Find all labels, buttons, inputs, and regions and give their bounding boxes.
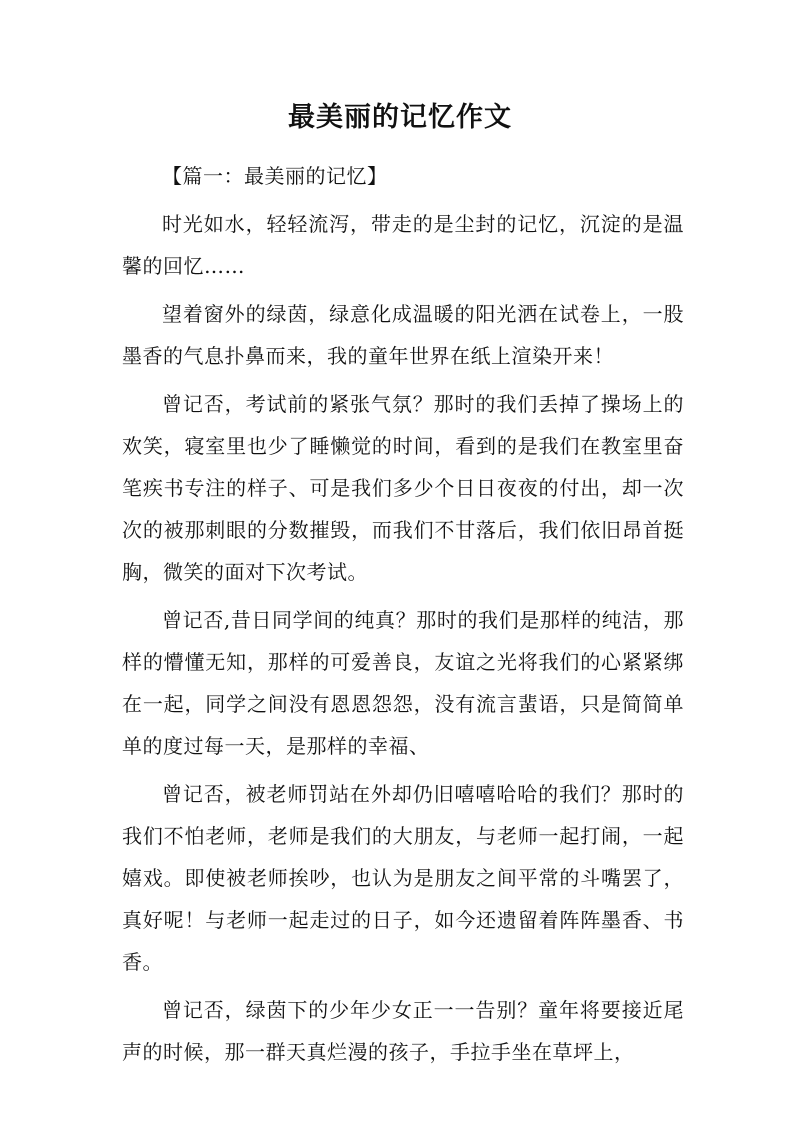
document-body [122,155,684,1079]
document-title: 最美丽的记忆作文 [288,102,512,133]
paragraph-4: 曾记否,昔日同学间的纯真？那时的我们是那样的纯洁，那样的懵懂无知，那样的可爱善良，友谊之光将我们的心紧紧绑在一起，同学之间没有恩恩怨怨，没有流言蜚语，只是简简单单的度过每一天，是那样的幸福、 [122,608,684,758]
paragraph-1: 时光如水，轻轻流泻，带走的是尘封的记忆，沉淀的是温馨的回忆…… [122,212,684,278]
paragraph-5: 曾记否，被老师罚站在外却仍旧嘻嘻哈哈的我们？那时的我们不怕老师，老师是我们的大朋友，与老师一起打闹，一起嬉戏。即使被老师挨吵，也认为是朋友之间平常的斗嘴罢了，真好呢！与老师一起走过的日子，如今还遗留着阵阵墨香、书香。 [122,782,684,974]
paragraph-2: 望着窗外的绿茵，绿意化成温暖的阳光洒在试卷上，一股墨香的气息扑鼻而来，我的童年世界在纸上渲染开来！ [122,302,684,368]
paragraph-3: 曾记否，考试前的紧张气氛？那时的我们丢掉了操场上的欢笑，寝室里也少了睡懒觉的时间，看到的是我们在教室里奋笔疾书专注的样子、可是我们多少个日日夜夜的付出，却一次次的被那刺眼的分数摧毁，而我们不甘落后，我们依旧昂首挺胸，微笑的面对下次考试。 [122,392,684,584]
section-heading: 【篇一：最美丽的记忆】 [162,164,388,188]
paragraph-6: 曾记否，绿茵下的少年少女正一一告别？童年将要接近尾声的时候，那一群天真烂漫的孩子，手拉手坐在草坪上， [122,998,684,1064]
